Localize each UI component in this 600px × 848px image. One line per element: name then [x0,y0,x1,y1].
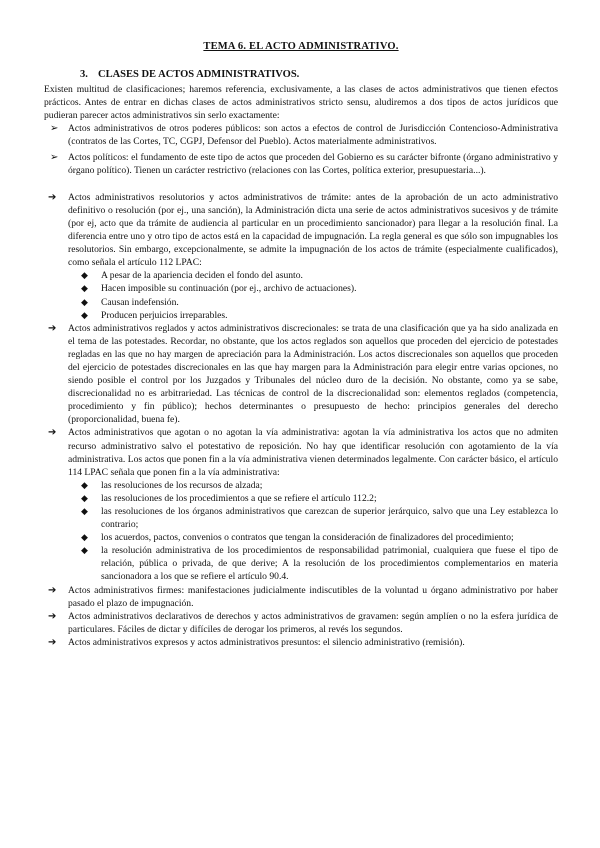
document-page [44,40,558,649]
list-item-text: Actos administrativos firmes: manifestaciones judicialmente indiscutibles de la voluntad u órgano administrativo por haber pasado el plazo de impugnación. [68,584,558,609]
triangle-bullet-icon: ➢ [50,123,59,135]
section-heading-text: CLASES DE ACTOS ADMINISTRATIVOS. [98,69,300,81]
sub-list-item [44,296,558,309]
diamond-bullet-icon: ◆ [81,309,88,320]
diamond-bullet-icon: ◆ [81,492,88,503]
list-item [44,584,558,610]
arrow-bullet-icon: ➔ [48,610,57,622]
list-item [44,426,558,478]
diamond-bullet-icon: ◆ [81,270,88,281]
list-item [44,610,558,636]
arrow-bullet-icon: ➔ [48,322,57,334]
diamond-bullet-icon: ◆ [81,479,88,490]
sub-list-item-text: la resolución administrativa de los procedimientos de responsabilidad patrimonial, cualquiera que fuese el tipo de relación, pública o privada, de que derive; A la resolución de los procedimientos complementarios en materia sancionadora a los que se refiere el artículo 90.4. [101,545,558,583]
diamond-bullet-icon: ◆ [81,545,88,556]
arrow-bullet-icon: ➔ [48,584,57,596]
sub-list-item [44,505,558,531]
arrow-list [44,191,558,649]
list-item [44,322,558,427]
sub-list-item-text: las resoluciones de los órganos administrativos que carezcan de superior jerárquico, salvo que una Ley establezca lo contrario; [101,506,558,531]
sub-list-item-text: Hacen imposible su continuación (por ej., archivo de actuaciones). [101,283,357,295]
sub-list-item [44,531,558,544]
arrow-bullet-icon: ➔ [48,636,57,648]
list-item [44,151,558,177]
sub-list-item-text: las resoluciones de los procedimientos a que se refiere el artículo 112.2; [101,492,377,504]
sub-list-item [44,269,558,282]
sub-list-item-text: los acuerdos, pactos, convenios o contratos que tengan la consideración de finalizadores del procedimiento; [101,532,514,544]
diamond-bullet-icon: ◆ [81,296,88,307]
list-item-text: Actos administrativos que agotan o no agotan la vía administrativa: agotan la vía administrativa los actos que no admiten recurso administrativo salvo el potestativo de reposición. No hay que identificar resolución con agotamiento de la vía administrativa. Los actos que ponen fin a la vía administrativa vienen determinados legalmente. Con carácter básico, el artículo 114 LPAC señala que ponen fin a la vía administrativa: [68,427,558,478]
intro-paragraph: Existen multitud de clasificaciones; haremos referencia, exclusivamente, a las clases de actos administrativos que tienen efectos prácticos. Antes de entrar en dichas clases de actos administrativos stricto sensu, aludiremos a dos tipos de actos jurídicos que pudieran parecer actos administrativos sin serlo exactamente: [44,84,558,122]
section-number: 3. [80,69,88,81]
list-item [44,191,558,270]
list-item [44,636,558,649]
list-item [44,122,558,148]
sub-list-item-text: A pesar de la apariencia deciden el fondo del asunto. [101,270,303,282]
sub-list-item [44,479,558,492]
sub-list-item [44,282,558,295]
triangle-list [44,122,558,176]
arrow-bullet-icon: ➔ [48,191,57,203]
sub-list-item-text: Causan indefensión. [101,296,179,308]
sub-list-item-text: Producen perjuicios irreparables. [101,309,228,321]
sub-list-item [44,544,558,583]
diamond-bullet-icon: ◆ [81,506,88,516]
sub-list-item [44,492,558,505]
list-item-text: Actos administrativos de otros poderes públicos: son actos a efectos de control de Jurisdicción Contencioso-Administrativa (contratos de las Cortes, TC, CGPJ, Defensor del Pueblo). Actos materialmente administrativos. [68,123,558,148]
page-title: TEMA 6. EL ACTO ADMINISTRATIVO. [203,41,399,52]
triangle-bullet-icon: ➢ [50,151,59,163]
sub-list-item-text: las resoluciones de los recursos de alzada; [101,479,263,491]
section-heading [80,68,558,82]
list-item-text: Actos administrativos expresos y actos administrativos presuntos: el silencio administrativo (remisión). [68,636,465,648]
diamond-bullet-icon: ◆ [81,283,88,294]
list-item-text: Actos políticos: el fundamento de este tipo de actos que proceden del Gobierno es su carácter bifronte (órgano administrativo y órgano político). Tienen un carácter restrictivo (relaciones con las Cortes, política exterior, presupuestaria...). [68,151,558,176]
list-item-text: Actos administrativos declarativos de derechos y actos administrativos de gravamen: según amplíen o no la esfera jurídica de particulares. Fáciles de dictar y difíciles de derogar los primeros, al revés los segundos. [68,610,558,635]
sub-list-item [44,309,558,322]
list-item-text: Actos administrativos resolutorios y actos administrativos de trámite: antes de la aprobación de un acto administrativo definitivo o resolución (por ej., una sanción), la Administración dicta una serie de actos administrativos sucesivos y de trámite (por ej, acto que da trámite de audiencia al particular en un procedimiento sancionador) para llegar a la resolución final. La diferencia entre uno y otro tipo de actos está en la capacidad de impugnación. La regla general es que sólo son impugnables los resolutorios. Sin embargo, excepcionalmente, se admite la impugnación de los actos de trámite (especialmente cualificados), como señala el artículo 112 LPAC: [68,191,558,269]
diamond-bullet-icon: ◆ [81,532,88,543]
list-item-text: Actos administrativos reglados y actos administrativos discrecionales: se trata de una clasificación que ya ha sido analizada en el tema de las potestades. Recordar, no obstante, que los actos reglados son aquellos que proceden del ejercicio de potestades regladas en las que no hay margen de apreciación para la Administración. Los actos discrecionales son aquellos que proceden del ejercicio de potestades discrecionales en las que hay margen para la Administración para elegir entre varias opciones, no siendo posible el control por los Juzgados y Tribunales del núcleo duro de la decisión. No obstante, como ya se sabe, discrecionalidad no es arbitrariedad. Las técnicas de control de la discrecionalidad son: elementos reglados (competencia, procedimiento y fin público); hechos determinantes o presupuesto de hecho: principios generales del derecho (proporcionalidad, buena fe). [68,322,558,426]
arrow-bullet-icon: ➔ [48,427,57,439]
